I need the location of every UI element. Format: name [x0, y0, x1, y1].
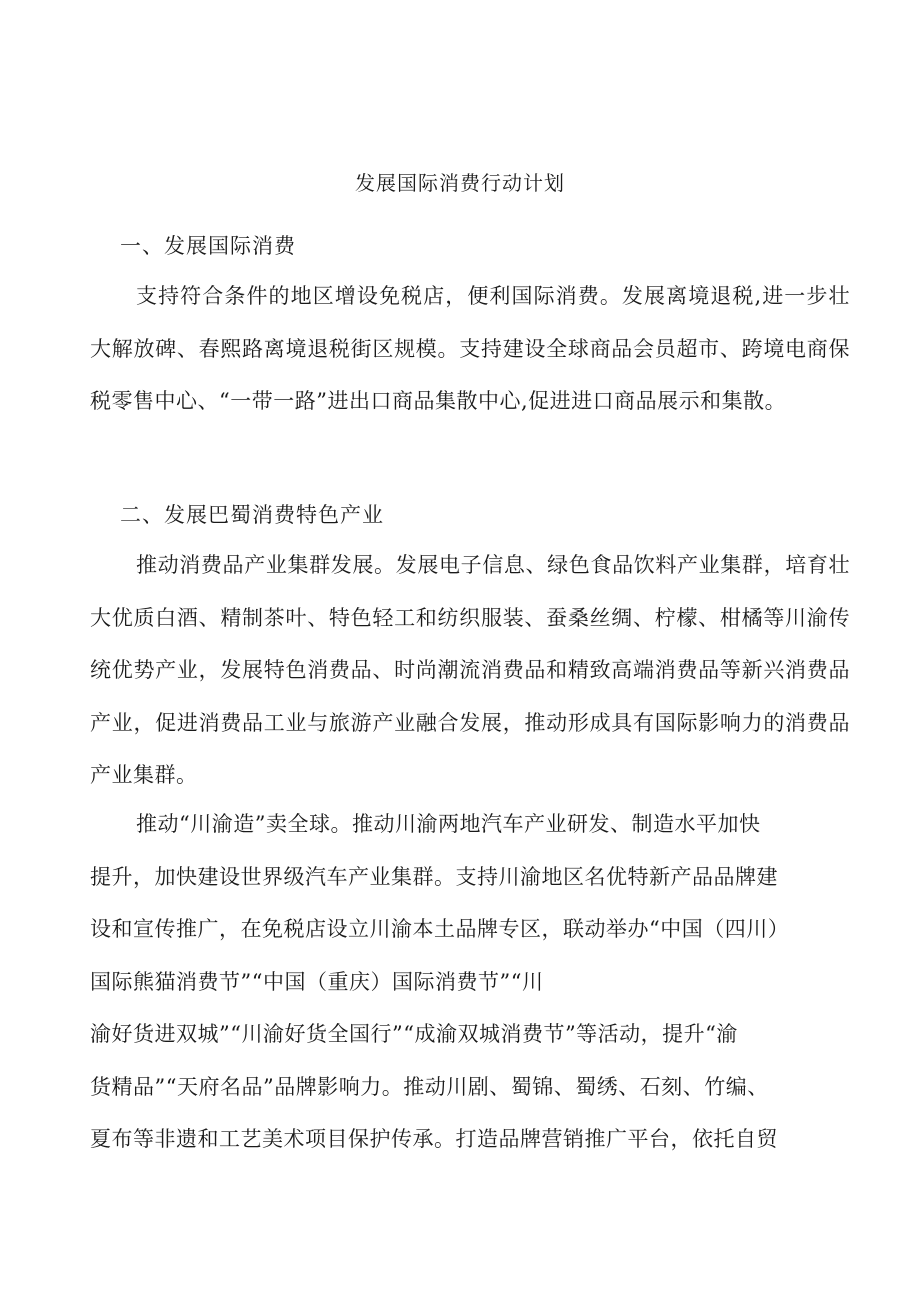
- section-heading-international-consumption: 一、发展国际消费: [120, 234, 296, 258]
- section-heading-bashu-industry: 二、发展巴蜀消费特色产业: [120, 503, 384, 527]
- paragraph-line: 推动“川渝造”卖全球。推动川渝两地汽车产业研发、制造水平加快: [136, 812, 761, 836]
- document-title: 发展国际消费行动计划: [355, 171, 565, 195]
- section-paragraph: 支持符合条件的地区增设免税店，便利国际消费。发展离境退税,进一步壮大解放碑、春熙路离境退税街区规模。支持建设全球商品会员超市、跨境电商保税零售中心、“一带一路”进出口商品集散中心,促进进口商品展示和集散。: [90, 284, 850, 413]
- paragraph-line: 提升，加快建设世界级汽车产业集群。支持川渝地区名优特新产品品牌建: [90, 864, 778, 889]
- paragraph-line: 设和宣传推广，在免税店设立川渝本土品牌专区，联动举办“中国（四川）: [90, 917, 790, 941]
- paragraph-line: 渝好货进双城”“川渝好货全国行”“成渝双城消费节”等活动，提升“渝: [90, 1022, 738, 1046]
- section-paragraph-chuanyu-made: [90, 798, 850, 1166]
- section-paragraph: 推动消费品产业集群发展。发展电子信息、绿色食品饮料产业集群，培育壮大优质白酒、精制茶叶、特色轻工和纺织服装、蚕桑丝绸、柠檬、柑橘等川渝传统优势产业，发展特色消费品、时尚潮流消费品和精致高端消费品等新兴消费品产业，促进消费品工业与旅游产业融合发展，推动形成具有国际影响力的消费品产业集群。: [90, 553, 850, 787]
- paragraph-line: 国际熊猫消费节”“中国（重庆）国际消费节”“川: [90, 969, 544, 994]
- paragraph-line: 夏布等非遗和工艺美术项目保护传承。打造品牌营销推广平台，依托自贸: [90, 1127, 778, 1151]
- paragraph-line: 货精品”“天府名品”品牌影响力。推动川剧、蜀锦、蜀绣、石刻、竹编、: [90, 1074, 769, 1099]
